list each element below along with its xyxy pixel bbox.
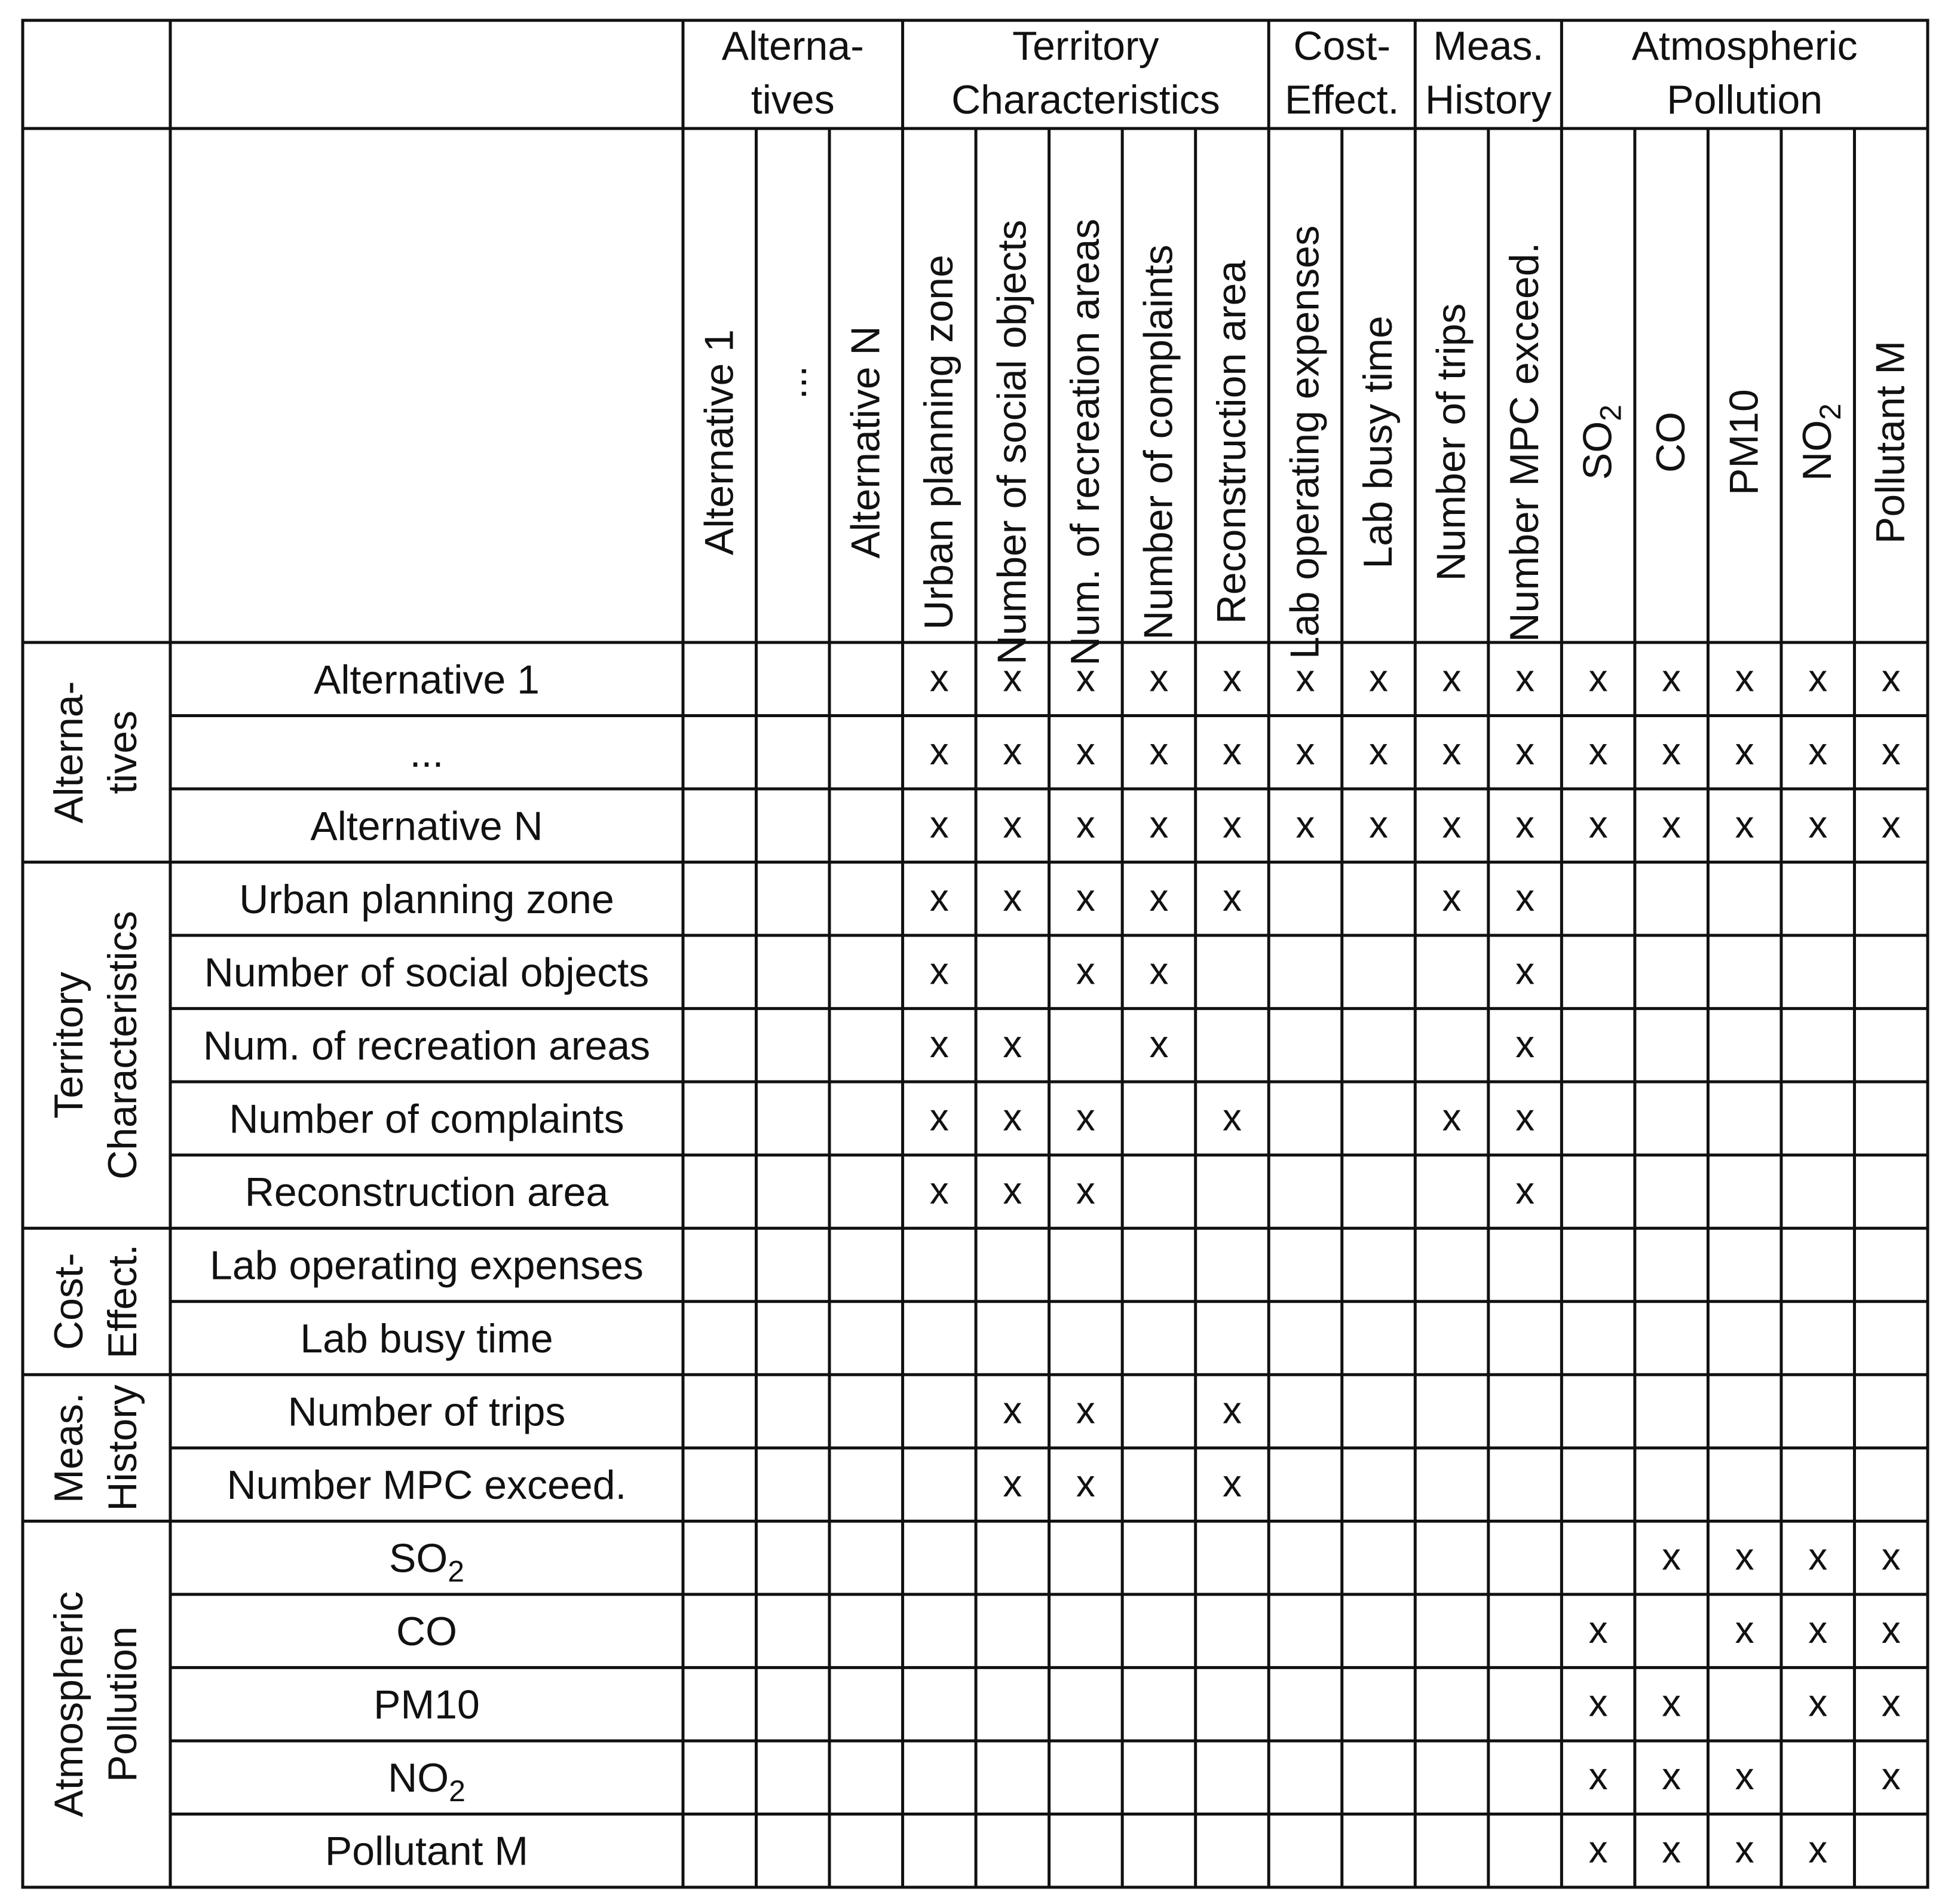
cell-mark: x [1149,949,1169,993]
row-header: Alternative N [310,803,543,849]
column-header: ... [769,365,815,400]
cell-mark: x [1881,1608,1901,1652]
cell-mark: x [929,803,949,846]
cell-mark: x [1808,729,1828,773]
cell-mark: x [1881,1535,1901,1578]
column-group-label-alt: Alterna- [721,23,864,69]
cell-mark: x [1662,1755,1681,1798]
column-group-label-cost: Cost- [1293,23,1390,69]
row-header: $NO_2$ [388,1755,465,1808]
column-header: Alternative 1 [696,329,742,555]
cell-mark: x [1515,1022,1535,1066]
cell-mark: x [1662,1535,1681,1578]
cell-mark: x [1442,729,1462,773]
row-header: Pollutant M [324,1828,529,1874]
row-group-label-ter: Territory [46,972,91,1119]
column-group-label-alt: tives [751,77,835,123]
row-header: Number of complaints [229,1096,624,1142]
row-header: Lab operating expenses [210,1242,644,1288]
row-header: Urban planning zone [239,876,614,922]
column-header: Number of social objects [989,219,1035,665]
cell-mark: x [1808,1535,1828,1578]
cell-mark: x [1515,949,1535,993]
cell-mark: x [1735,656,1754,700]
row-header: Number of social objects [204,950,650,996]
cell-mark: x [929,876,949,919]
cell-mark: x [1808,656,1828,700]
cell-mark: x [1662,803,1681,846]
cell-mark: x [1588,729,1608,773]
cell-mark: x [1588,1608,1608,1652]
cell-mark: x [1369,803,1389,846]
cell-mark: x [1881,729,1901,773]
column-header: Lab operating expenses [1282,225,1328,659]
cell-mark: x [1295,803,1315,846]
cell-mark: x [1003,656,1022,700]
subscript: 2 [449,1774,465,1808]
cell-mark: x [1149,1022,1169,1066]
subscript: 2 [448,1554,465,1588]
cell-mark: x [1662,729,1681,773]
cell-mark: x [1881,1681,1901,1725]
cell-mark: x [929,1022,949,1066]
cell-mark: x [1003,1022,1022,1066]
cell-mark: x [1003,1168,1022,1212]
row-group-label-meas: Meas. [46,1392,91,1504]
cell-mark: x [1076,1462,1095,1505]
cell-mark: x [1149,729,1169,773]
cell-mark: x [1808,1681,1828,1725]
column-header: Pollutant M [1867,340,1913,544]
cell-mark: x [1515,1168,1535,1212]
row-group-label-alt: Alterna- [46,681,91,824]
column-header: Urban planning zone [915,255,961,630]
cell-mark: x [1076,1388,1095,1432]
cell-mark: x [1515,656,1535,700]
cell-mark: x [1735,729,1754,773]
cell-mark: x [1515,729,1535,773]
cell-mark: x [1076,803,1095,846]
cell-mark: x [1442,656,1462,700]
column-group-headers [722,23,1858,123]
cell-mark: x [1222,656,1242,700]
cell-mark: x [1588,803,1608,846]
cell-mark: x [1588,1828,1608,1871]
column-header: Number MPC exceed. [1502,242,1548,642]
column-group-label-ter: Territory [1012,23,1159,69]
row-group-label-cost: Cost- [46,1253,91,1350]
cell-mark: x [1662,656,1681,700]
cell-mark: x [1295,729,1315,773]
cell-mark: x [1735,803,1754,846]
cell-mark: x [1295,656,1315,700]
row-header: PM10 [373,1682,480,1728]
cell-mark: x [1076,1168,1095,1212]
cell-mark: x [1808,1828,1828,1871]
cell-mark: x [1588,1681,1608,1725]
row-group-label-cost: Effect. [100,1244,145,1359]
cell-mark: x [929,949,949,993]
cell-mark: x [1588,1755,1608,1798]
cell-mark: x [1149,656,1169,700]
cell-mark: x [1881,1755,1901,1798]
column-header: Alternative N [843,326,889,559]
cell-mark: x [1662,1681,1681,1725]
column-header: CO [1648,412,1694,473]
column-header: Num. of recreation areas [1062,218,1108,666]
cell-mark: x [1369,729,1389,773]
cell-mark: x [1808,1608,1828,1652]
cell-mark: x [1588,656,1608,700]
cell-mark: x [1222,876,1242,919]
column-header: Lab busy time [1355,316,1401,569]
column-header: PM10 [1721,389,1767,495]
row-group-label-alt: tives [100,710,145,794]
cell-mark: x [1515,1095,1535,1139]
cell-mark: x [1003,803,1022,846]
cell-mark: x [1003,1095,1022,1139]
cell-mark: x [1222,803,1242,846]
cell-mark: x [929,1168,949,1212]
column-header: $SO_2$ [1575,404,1628,480]
column-header: Number of trips [1428,303,1474,581]
cell-mark: x [1442,1095,1462,1139]
column-headers [696,219,1913,666]
cell-mark: x [1881,656,1901,700]
cell-mark: x [1881,803,1901,846]
cell-mark: x [1222,1095,1242,1139]
row-headers [203,657,650,1874]
cell-mark: x [1076,729,1095,773]
cell-mark: x [1515,876,1535,919]
cell-mark: x [1808,803,1828,846]
cell-mark: x [1076,949,1095,993]
cell-mark: x [929,656,949,700]
column-group-label-atm: Atmospheric [1631,23,1858,69]
cell-mark: x [1149,876,1169,919]
row-header: $SO_2$ [388,1535,465,1588]
subscript: 2 [1814,403,1848,420]
row-header: Alternative 1 [314,657,540,703]
cell-mark: x [1003,729,1022,773]
row-header: Num. of recreation areas [203,1023,651,1069]
row-header: Number MPC exceed. [226,1462,627,1508]
row-group-label-meas: History [100,1385,145,1511]
cell-mark: x [1222,729,1242,773]
column-group-label-meas: History [1425,77,1552,123]
row-header: ... [409,730,444,776]
subscript: 2 [1594,404,1628,421]
cell-mark: x [1222,1388,1242,1432]
column-group-label-cost: Effect. [1285,77,1399,123]
row-group-label-atm: Pollution [100,1626,145,1783]
column-header: Reconstruction area [1208,260,1254,625]
cell-mark: x [1222,1462,1242,1505]
cell-mark: x [1003,876,1022,919]
cell-mark: x [1003,1462,1022,1505]
row-header: Number of trips [287,1389,566,1435]
cell-mark: x [1735,1608,1754,1652]
cell-mark: x [1735,1755,1754,1798]
cell-mark: x [1515,803,1535,846]
cell-mark: x [1442,803,1462,846]
cell-mark: x [929,1095,949,1139]
cell-mark: x [929,729,949,773]
column-group-label-meas: Meas. [1433,23,1544,69]
column-header: Number of complaints [1135,244,1181,640]
row-group-headers [46,681,145,1817]
cell-mark: x [1662,1828,1681,1871]
row-header: Reconstruction area [244,1169,609,1215]
cell-mark: x [1735,1535,1754,1578]
cell-mark: x [1442,876,1462,919]
cell-mark: x [1735,1828,1754,1871]
cell-mark: x [1369,656,1389,700]
column-group-label-ter: Characteristics [951,77,1220,123]
cell-mark: x [1149,803,1169,846]
row-header: CO [396,1609,457,1655]
column-header: $NO_2$ [1794,403,1848,481]
cell-mark: x [1076,876,1095,919]
cell-mark: x [1003,1388,1022,1432]
cell-mark: x [1076,1095,1095,1139]
row-group-label-ter: Characteristics [100,911,145,1180]
cell-mark: x [1076,656,1095,700]
row-group-label-atm: Atmospheric [46,1591,91,1817]
column-group-label-atm: Pollution [1667,77,1823,123]
row-header: Lab busy time [300,1316,553,1362]
